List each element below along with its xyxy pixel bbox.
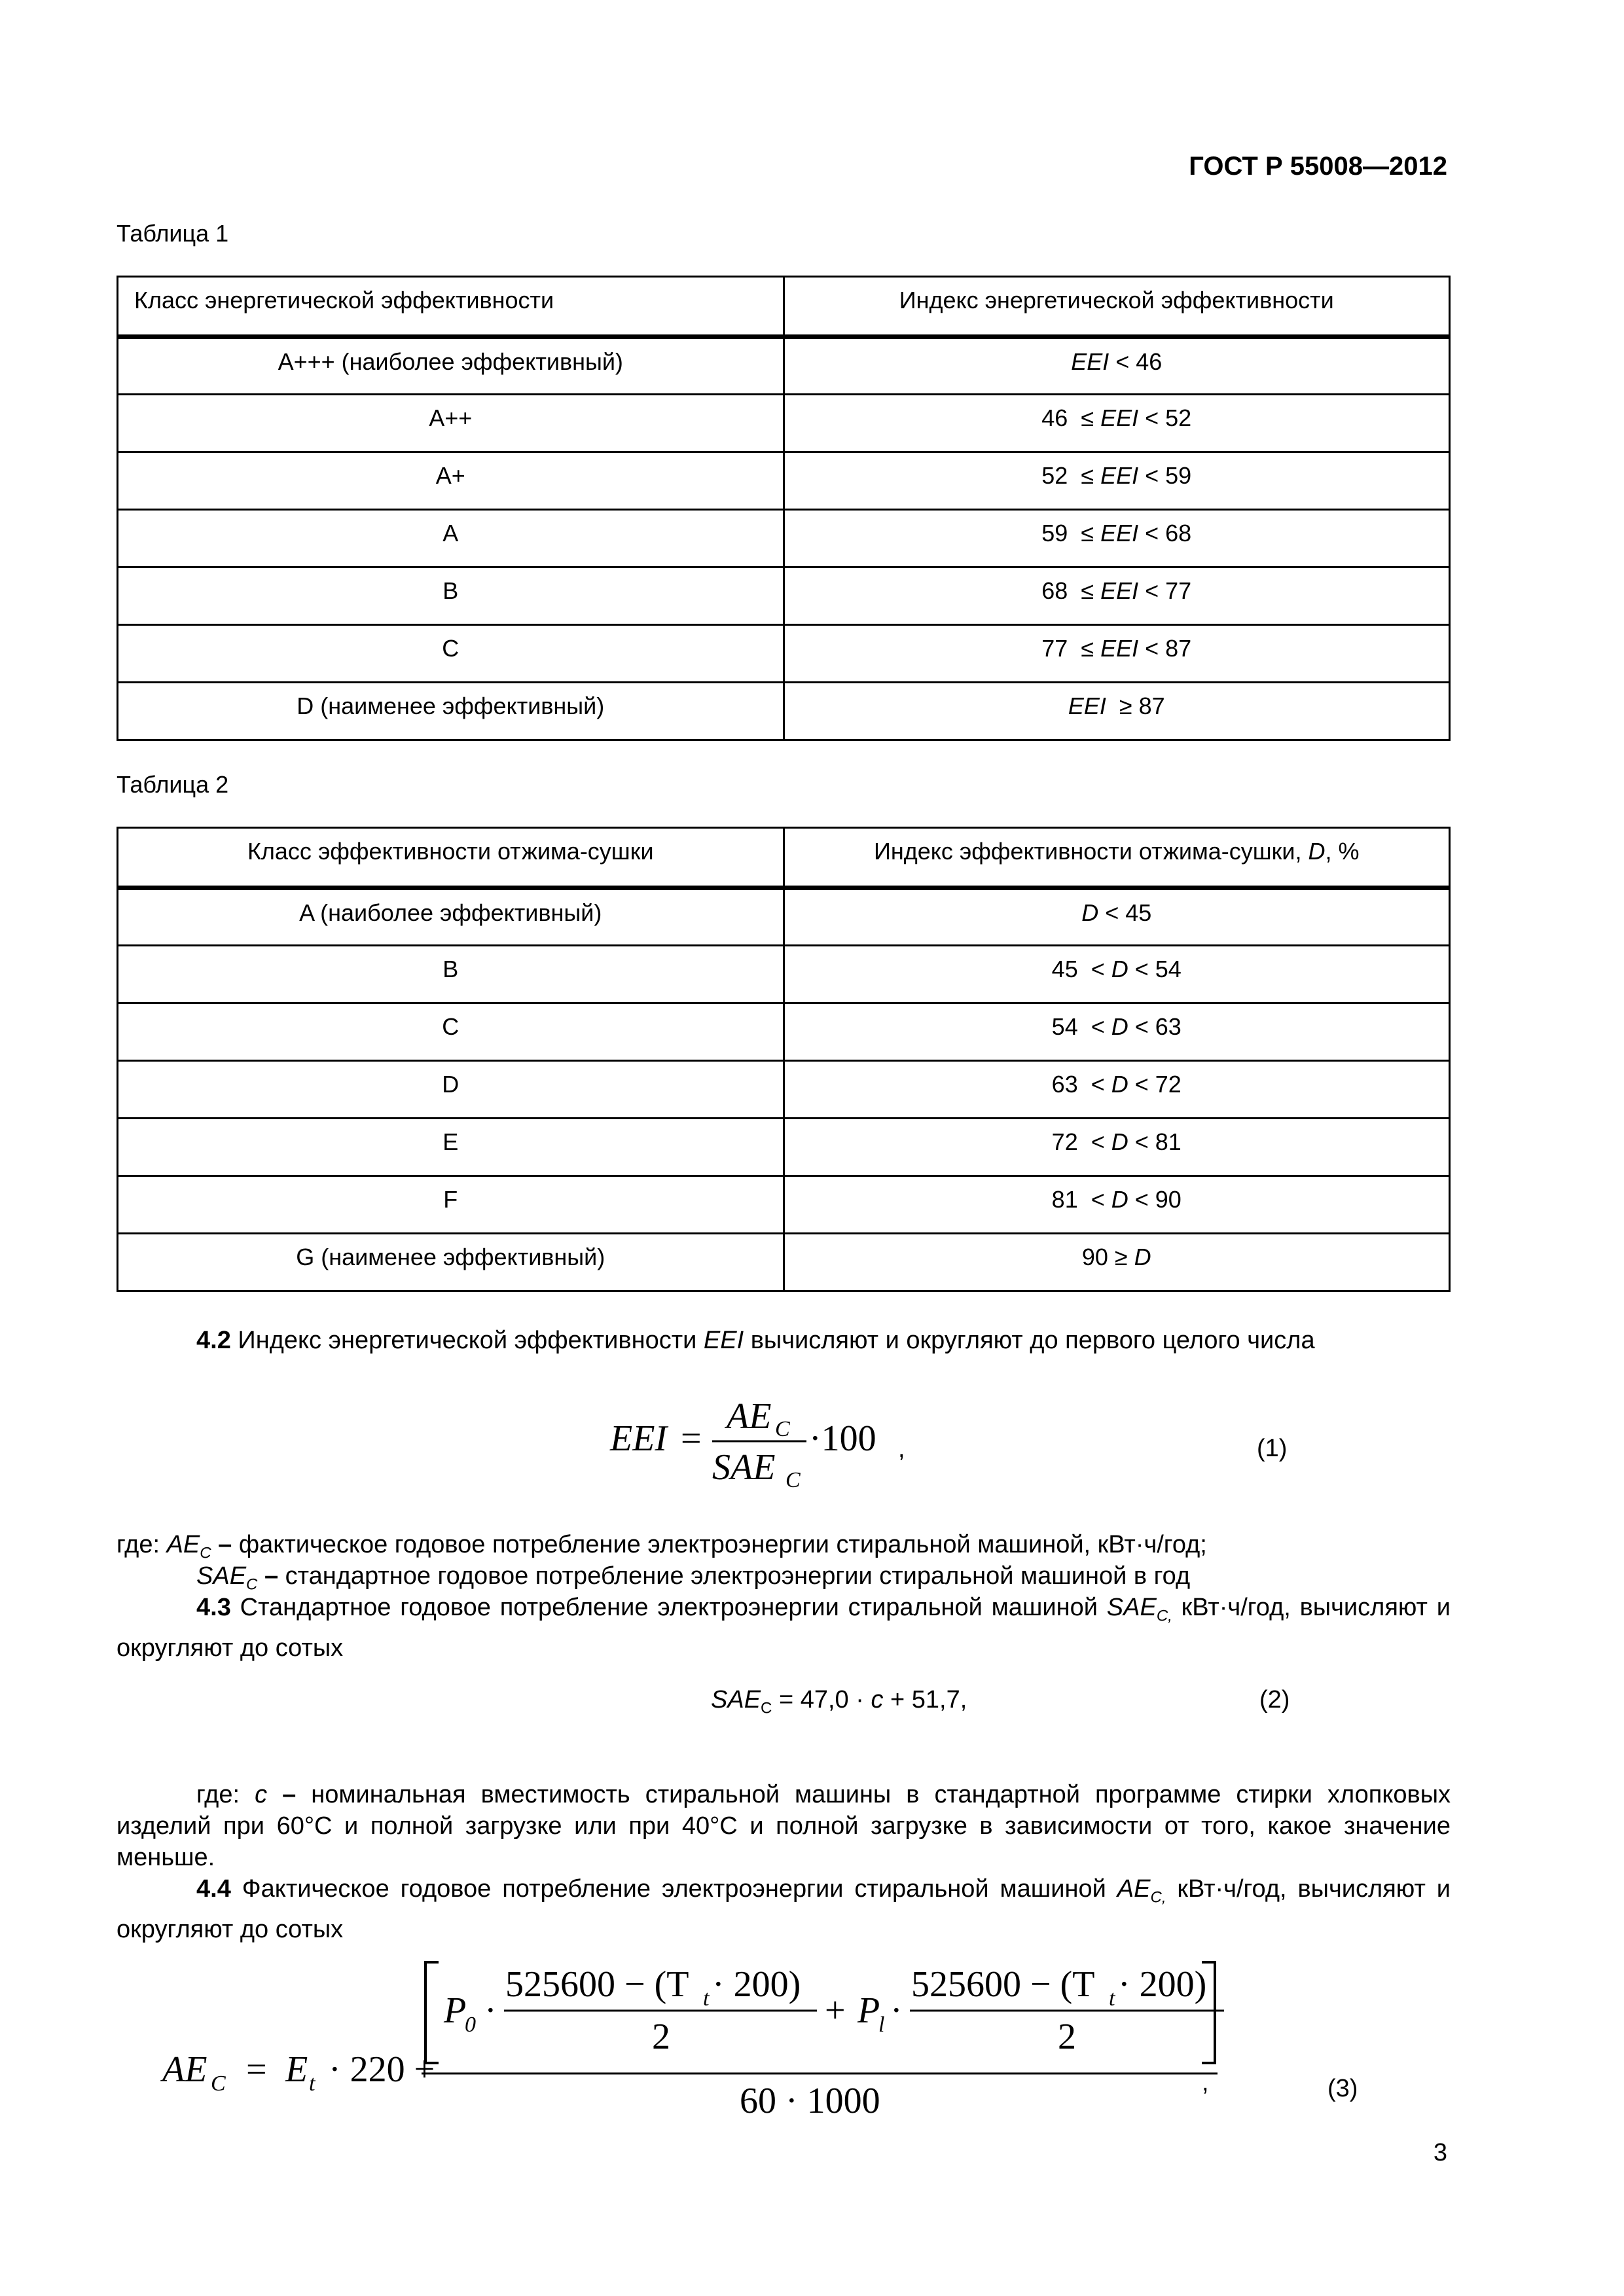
table1 [117,276,1451,741]
table2-index-suffix: < 90 [1128,1186,1182,1213]
eq3-numerator-1-a: 525600 − (T [505,1964,689,2005]
eq3-lhs: AE [162,2049,208,2090]
table2-index-suffix: < 45 [1098,899,1152,926]
table2-index-variable: D [1111,1186,1128,1213]
eq1-comma: , [898,1435,905,1463]
table1-index-cell [784,395,1450,452]
table2 [117,827,1451,1292]
eq3-numerator-1-b: · 200) [712,1964,801,2005]
eq1-numerator: AE [727,1396,772,1437]
table1-caption: Таблица 1 [117,220,229,247]
table2-header-class: Класс эффективности отжима-сушки [118,828,784,888]
table2-class-cell: C [118,1003,784,1061]
table2-class-cell: B [118,946,784,1003]
eq3-denominator-1: 2 [652,2017,670,2057]
table2-row [118,1061,1450,1119]
table2-header-row [118,828,1450,888]
formula-2-label: (2) [1259,1686,1290,1713]
table1-index-suffix: < 46 [1109,348,1163,375]
table1-index-variable: EEI [1100,635,1139,662]
table2-index-variable: D [1111,1071,1128,1098]
table2-row [118,1003,1450,1061]
table2-row [118,1119,1450,1176]
eq3-numerator-2-a: 525600 − (T [911,1964,1095,2005]
eq1-denominator: SAE [712,1447,776,1488]
table1-header-index: Индекс энергетической эффективности [784,277,1450,337]
table2-index-cell [784,1061,1450,1119]
table2-class-cell: D [118,1061,784,1119]
table1-class-cell: C [118,625,784,683]
eq1-numerator-sub: C [775,1417,790,1441]
table2-index-cell [784,1119,1450,1176]
eq3-numerator-2-sub: t [1109,1986,1115,2011]
table1-class-cell: B [118,567,784,625]
table1-index-variable: EEI [1068,692,1106,719]
formula-3 [157,1950,1231,2134]
table2-class-cell: E [118,1119,784,1176]
section-4-3: 4.3 Стандартное годовое потребление электроэнергии стиральной машиной $SAE_{C,}$ кВт·ч/год, вычисляют и округляют до сотых [117,1594,1451,1662]
eq3-p0-sub: 0 [465,2013,476,2037]
table1-class-cell: A++ [118,395,784,452]
table2-index-cell [784,1234,1450,1291]
table2-header-index: Индекс эффективности отжима-сушки, D, % [784,828,1450,888]
table1-class-cell: A+ [118,452,784,510]
eq3-dot-1: · [484,1990,497,2031]
eq3-p0: P [444,1990,467,2031]
table1-header-row [118,277,1450,337]
formula-1 [589,1381,929,1499]
eq3-numerator-1-sub: t [703,1986,710,2011]
table1-index-prefix: 52 ≤ [1041,462,1101,489]
table2-index-variable: D [1111,956,1128,982]
eq3-main-denominator: 60 · 1000 [740,2081,880,2121]
table1-index-cell [784,567,1450,625]
eq3-comma: , [1202,2069,1209,2096]
table2-index-suffix: < 54 [1128,956,1182,982]
table1-row [118,337,1450,395]
table1-row [118,452,1450,510]
table1-class-cell: A+++ (наиболее эффективный) [118,337,784,395]
table2-index-prefix: 63 < [1051,1071,1111,1098]
table1-index-suffix: ≥ 87 [1106,692,1165,719]
table1-row [118,510,1450,567]
table1-index-suffix: < 68 [1138,520,1192,547]
table2-index-cell [784,946,1450,1003]
where-2: где: c – номинальная вместимость стиральной машины в стандартной программе стирки хлопковых изделий при 60°C и полной загрузке или при 40°C и полной загрузке в зависимости от того, какое значение меньше. [117,1781,1451,1871]
eq3-dot-2: · [890,1990,903,2031]
table2-class-cell: F [118,1176,784,1234]
eq3-et-sub: t [309,2072,316,2096]
table1-row [118,567,1450,625]
where-1-line-1: где: $AE_C$ – фактическое годовое потребление электроэнергии стиральной машиной, кВт·ч/год; [117,1531,1207,1562]
table1-index-cell [784,510,1450,567]
table2-index-cell [784,1176,1450,1234]
table2-index-prefix: 90 ≥ [1081,1244,1134,1270]
table2-index-variable: D [1111,1013,1128,1040]
eq1-multiplier: ·100 [809,1418,876,1459]
formula-1-label: (1) [1257,1435,1288,1462]
where-1-line-2: $SAE_C$ – стандартное годовое потребление электроэнергии стиральной машиной в год [196,1562,1191,1594]
table1-index-cell [784,452,1450,510]
table2-index-prefix: 54 < [1051,1013,1111,1040]
table1-index-cell [784,683,1450,740]
table1-row [118,625,1450,683]
table2-index-prefix: 81 < [1051,1186,1111,1213]
table1-index-suffix: < 52 [1138,404,1192,431]
table2-index-variable: D [1081,899,1099,926]
table1-index-variable: EEI [1100,520,1139,547]
table1-index-cell [784,625,1450,683]
table2-index-variable: D [1134,1244,1151,1270]
table2-caption: Таблица 2 [117,771,229,798]
eq3-pl: P [857,1990,880,2031]
table1-class-cell: D (наименее эффективный) [118,683,784,740]
table1-index-variable: EEI [1100,577,1139,604]
document-standard-number: ГОСТ Р 55008—2012 [1189,152,1447,181]
section-4-4: 4.4 Фактическое годовое потребление электроэнергии стиральной машиной $AE_{C,}$ кВт·ч/год, вычисляют и округляют до сотых [117,1875,1451,1943]
table2-row [118,946,1450,1003]
table2-row [118,1234,1450,1291]
table2-row [118,888,1450,946]
eq3-plus: + [825,1990,846,2031]
table2-class-cell: A (наиболее эффективный) [118,888,784,946]
table2-class-cell: G (наименее эффективный) [118,1234,784,1291]
eq1-denominator-sub: C [785,1468,801,1492]
table1-index-suffix: < 77 [1138,577,1192,604]
table2-index-prefix: 45 < [1051,956,1111,982]
table2-index-cell [784,888,1450,946]
eq3-times-220: · 220 + [329,2049,435,2090]
table2-index-prefix: 72 < [1051,1128,1111,1155]
table1-index-prefix: 68 ≤ [1041,577,1101,604]
eq3-et: E [285,2049,308,2090]
table2-index-variable: D [1111,1128,1128,1155]
table1-row [118,683,1450,740]
eq3-lhs-sub: C [211,2072,226,2096]
table1-index-cell [784,337,1450,395]
page-number: 3 [1433,2139,1447,2166]
eq1-equals: = [681,1418,702,1459]
table2-index-cell [784,1003,1450,1061]
eq3-equals: = [246,2049,267,2090]
eq3-numerator-2-b: · 200) [1118,1964,1207,2005]
table2-index-suffix: < 72 [1128,1071,1182,1098]
table1-index-variable: EEI [1071,348,1110,375]
table1-class-cell: A [118,510,784,567]
formula-3-label: (3) [1327,2075,1358,2102]
table1-index-prefix: 77 ≤ [1041,635,1101,662]
table2-index-suffix: < 63 [1128,1013,1182,1040]
table1-index-variable: EEI [1100,462,1139,489]
table1-index-suffix: < 87 [1138,635,1192,662]
table1-index-prefix: 59 ≤ [1041,520,1101,547]
eq3-pl-sub: l [878,2013,885,2037]
table2-index-suffix: < 81 [1128,1128,1182,1155]
eq3-left-bracket [425,1962,439,2063]
table1-index-variable: EEI [1100,404,1139,431]
table1-index-suffix: < 59 [1138,462,1192,489]
table1-index-prefix: 46 ≤ [1041,404,1101,431]
eq1-lhs: EEI [610,1418,668,1459]
table1-row [118,395,1450,452]
table2-row [118,1176,1450,1234]
formula-2: $SAE_C = 47,0 \cdot c + 51,7$, [711,1686,967,1717]
section-4-2: 4.2 Индекс энергетической эффективности EEI вычисляют и округляют до первого целого числа [196,1327,1315,1354]
eq3-denominator-2: 2 [1058,2017,1076,2057]
table1-header-class: Класс энергетической эффективности [118,277,784,337]
